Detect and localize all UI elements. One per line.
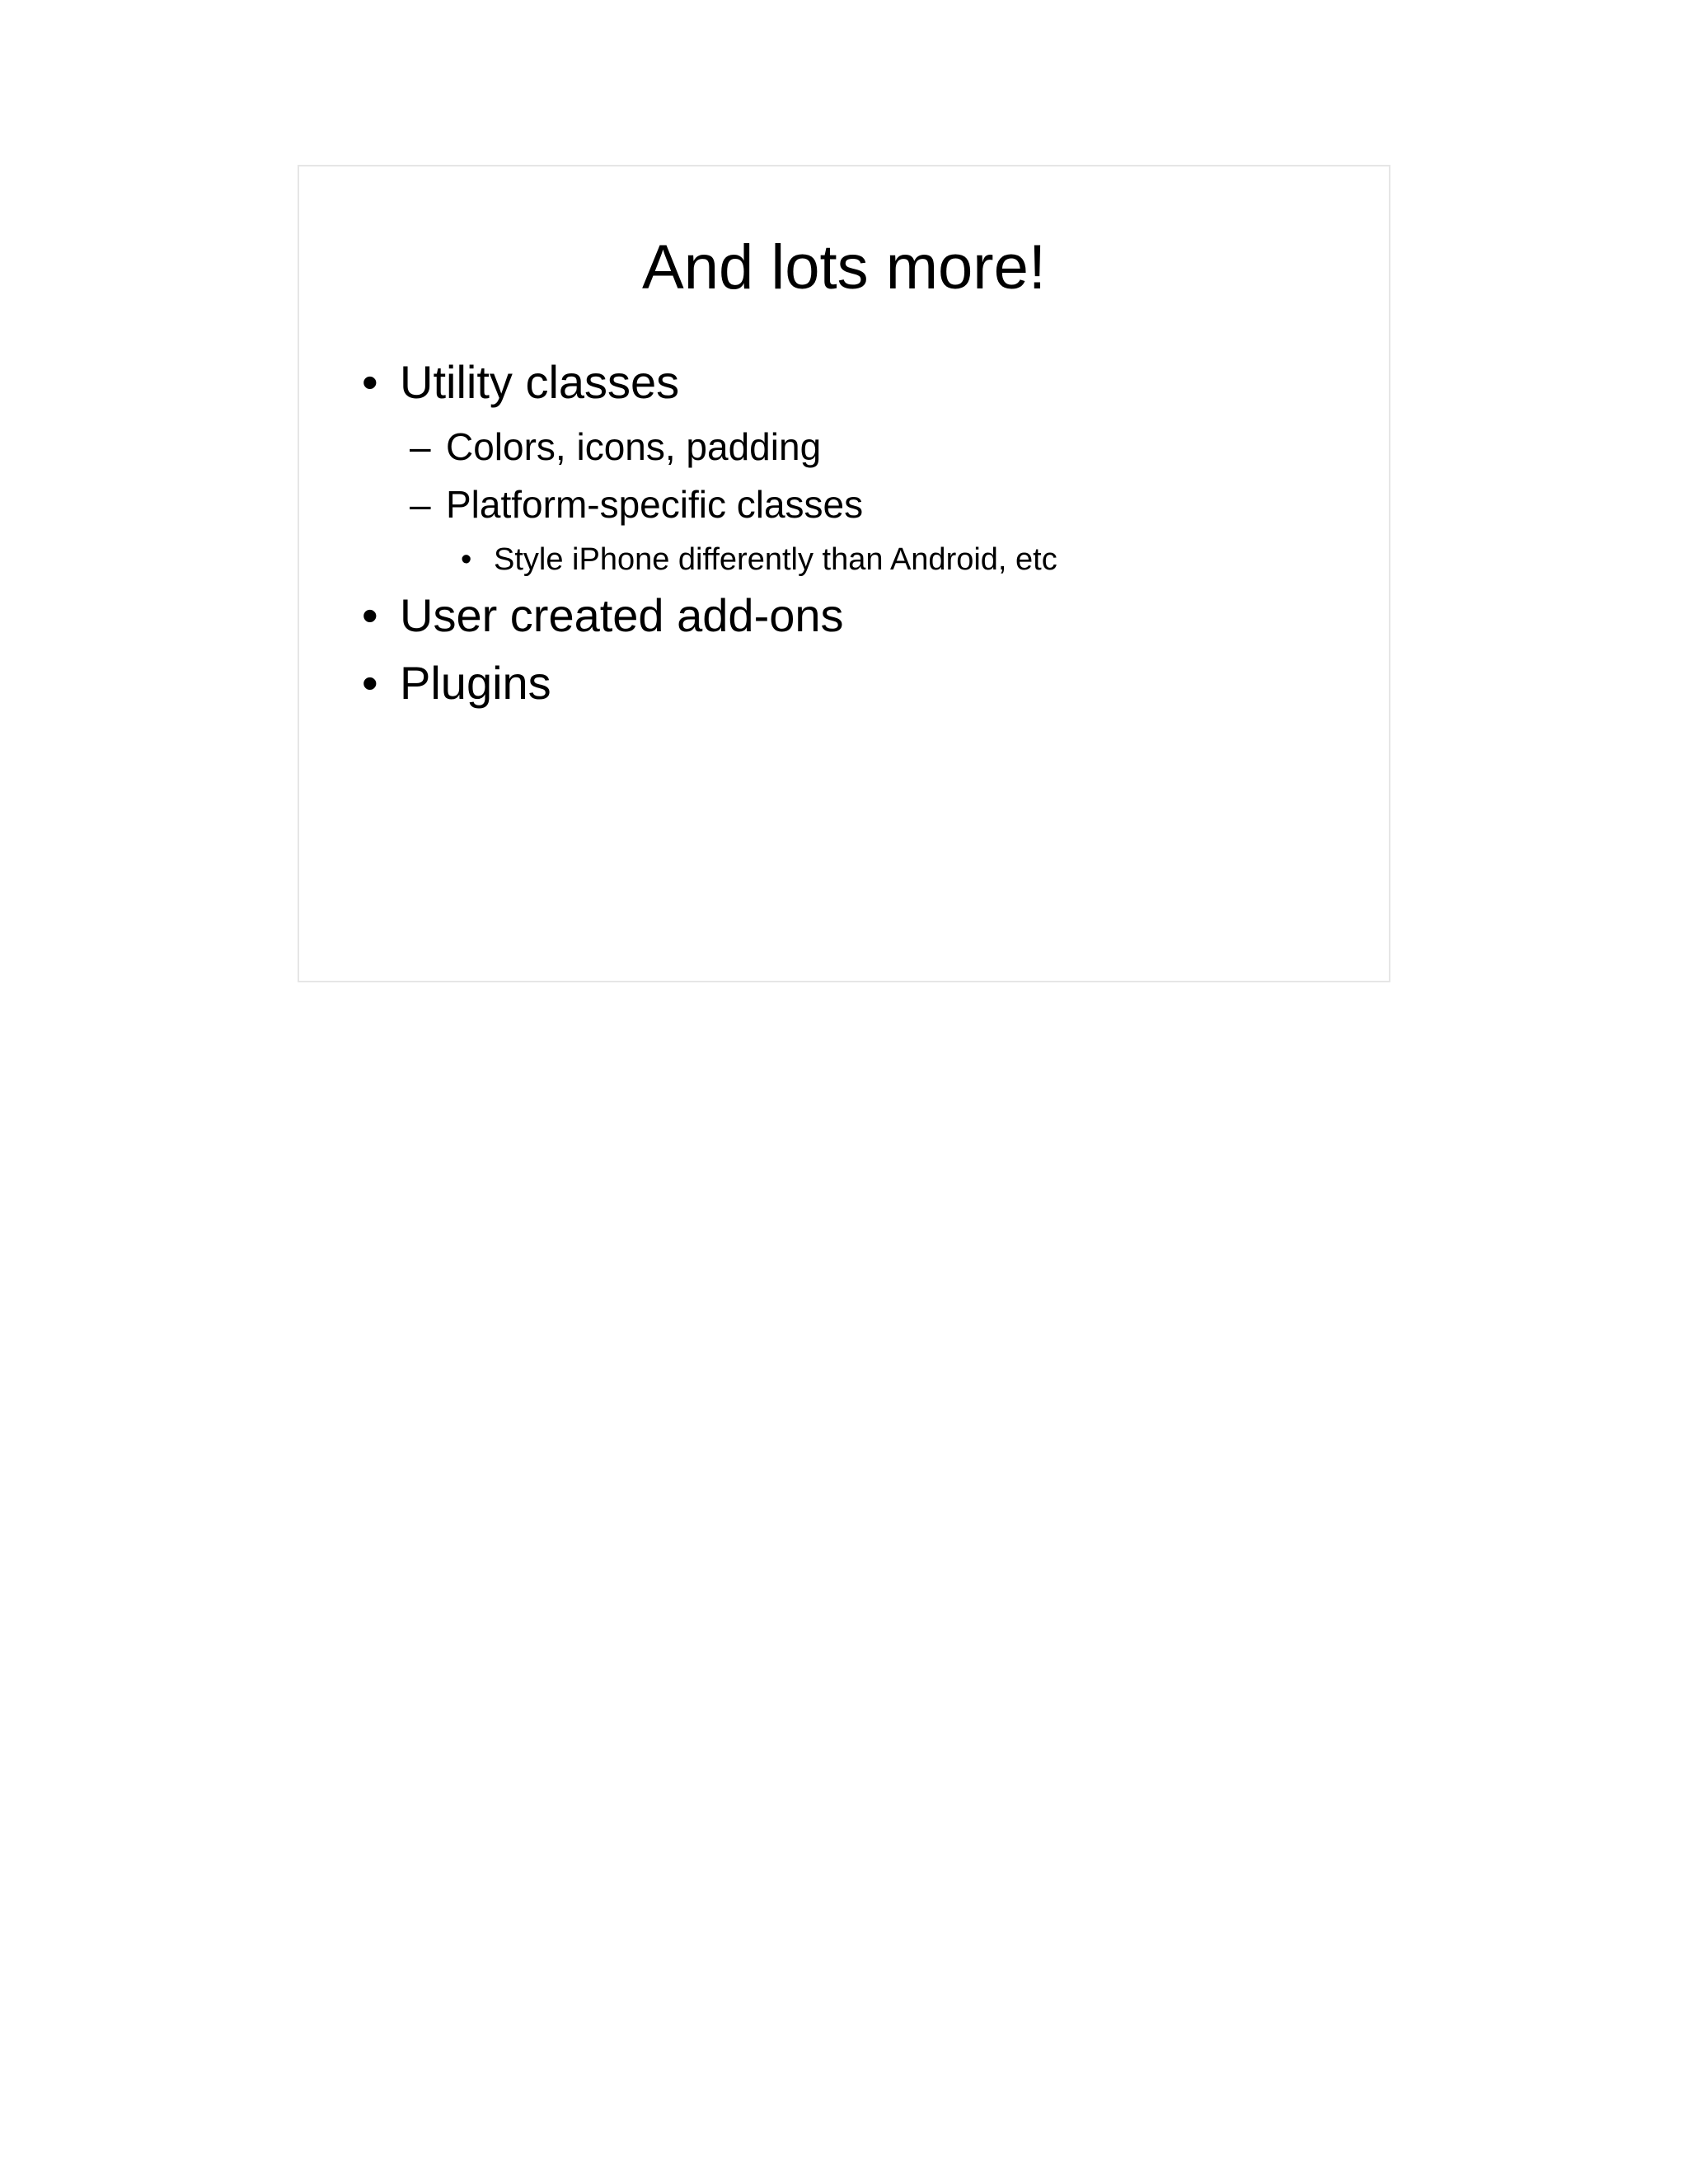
bullet-item-user-created-add-ons bbox=[362, 589, 844, 642]
bullet-item-utility-classes bbox=[362, 356, 680, 409]
bullet-item-style-iphone bbox=[461, 541, 1057, 579]
bullet-item-colors-icons-padding bbox=[410, 424, 822, 469]
slide-title: And lots more! bbox=[642, 232, 1046, 302]
dash-marker: – bbox=[410, 483, 431, 526]
bullet-marker: • bbox=[461, 542, 472, 577]
bullet-text: Colors, icons, padding bbox=[446, 425, 822, 468]
dash-marker: – bbox=[410, 425, 431, 468]
bullet-item-plugins bbox=[362, 657, 551, 710]
bullet-marker: • bbox=[362, 356, 378, 408]
bullet-text: Style iPhone differently than Android, etc bbox=[494, 542, 1057, 577]
bullet-text: User created add-ons bbox=[400, 589, 844, 641]
bullet-marker: • bbox=[362, 657, 378, 709]
slide bbox=[298, 165, 1390, 982]
bullet-marker: • bbox=[362, 589, 378, 641]
bullet-text: Plugins bbox=[400, 657, 551, 709]
bullet-item-platform-specific-classes bbox=[410, 482, 864, 527]
bullet-text: Utility classes bbox=[400, 356, 680, 408]
bullet-text: Platform-specific classes bbox=[446, 483, 864, 526]
